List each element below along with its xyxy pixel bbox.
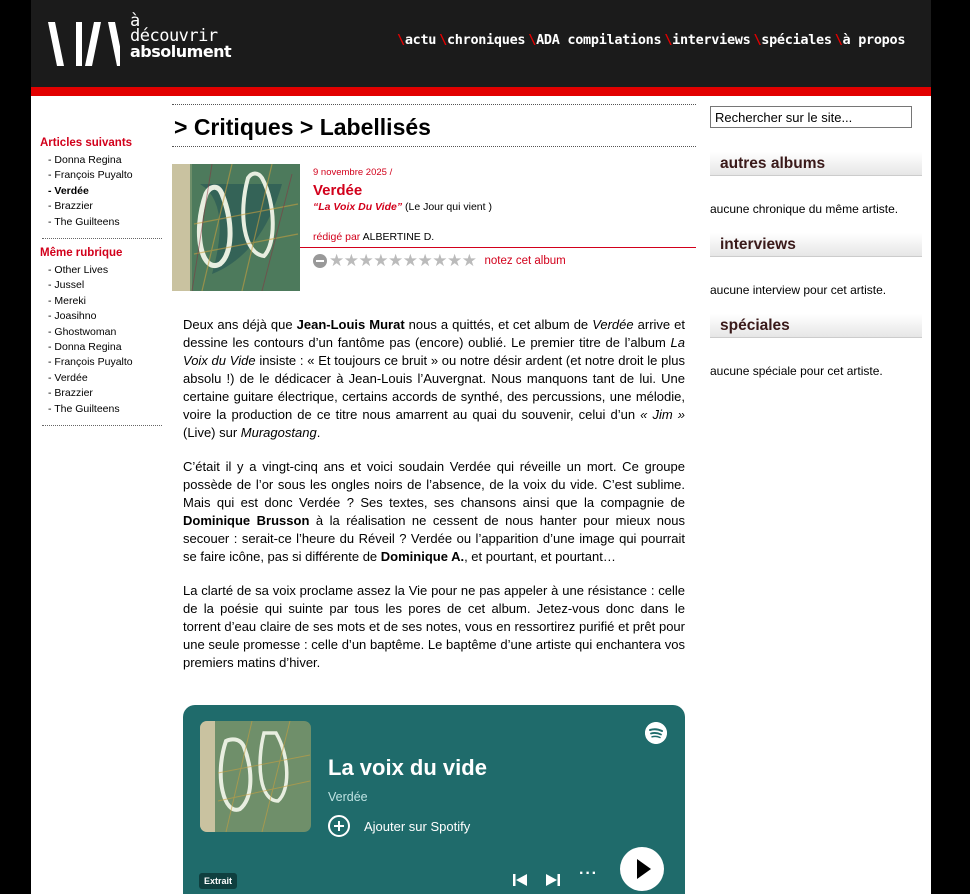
author-name[interactable]: ALBERTINE D. <box>362 231 435 243</box>
logo-line-2: découvrir <box>130 26 218 46</box>
logo-line-1: à <box>130 11 140 31</box>
next-articles-list <box>40 153 164 230</box>
divider <box>42 238 162 239</box>
same-section-item[interactable]: - Verdée <box>48 371 88 384</box>
text-run: (Live) sur <box>183 425 241 440</box>
bold-text: Dominique Brusson <box>183 513 310 528</box>
same-section-item[interactable]: - Donna Regina <box>48 341 122 354</box>
spotify-track-title[interactable]: La voix du vide <box>328 755 487 780</box>
same-section-item[interactable]: - Jussel <box>48 279 85 292</box>
same-section-item[interactable]: - François Puyalto <box>48 356 133 369</box>
next-articles-heading: Articles suivants <box>40 137 133 149</box>
nav-speciales[interactable]: \spéciales <box>753 32 832 48</box>
star-icon[interactable]: ★ <box>432 251 448 270</box>
spotify-artist[interactable]: Verdée <box>328 790 368 804</box>
right-sidebar <box>710 106 922 378</box>
same-section-heading: Même rubrique <box>40 247 123 260</box>
same-section-item[interactable]: - Ghostwoman <box>48 325 117 338</box>
bold-text: Jean-Louis Murat <box>296 317 405 332</box>
nav-interviews[interactable]: \interviews <box>664 32 751 48</box>
breadcrumb-bottom-rule <box>172 146 696 147</box>
author-line <box>313 231 697 243</box>
next-article-item[interactable]: - Donna Regina <box>48 154 122 166</box>
same-section-list <box>40 263 164 417</box>
same-section-item[interactable]: - Mereki <box>48 294 86 307</box>
text-run: Deux ans déjà que <box>183 317 297 332</box>
section-text: aucune chronique du même artiste. <box>710 202 899 216</box>
next-article-item[interactable]: - François Puyalto <box>48 169 133 182</box>
italic-text: Muragostang <box>240 425 317 440</box>
star-icon[interactable]: ★ <box>329 251 345 270</box>
next-track-icon[interactable] <box>545 873 561 887</box>
bold-text: Dominique A. <box>380 549 465 564</box>
clear-rating-icon[interactable] <box>313 254 327 268</box>
star-icon[interactable]: ★ <box>358 251 374 270</box>
breadcrumb: > Critiques > Labellisés <box>174 114 431 140</box>
logo-icon[interactable] <box>48 20 120 68</box>
article-paragraph <box>183 458 685 566</box>
logo-text[interactable] <box>130 11 232 61</box>
header-red-bar <box>31 87 931 96</box>
article-paragraph <box>183 316 685 442</box>
star-icon[interactable]: ★ <box>373 251 389 270</box>
section-text: aucune spéciale pour cet artiste. <box>710 364 883 378</box>
section-header-specials: spéciales <box>710 314 922 338</box>
star-icon[interactable]: ★ <box>388 251 404 270</box>
same-section-item[interactable]: - Joasihno <box>48 310 97 323</box>
text-run: . <box>316 425 321 440</box>
text-run: insiste : « Et toujours ce bruit » ou notre désir ardent (et notre droit le plus absolu !) de le dédicacer à Jean-Louis l’Auvergnat. Nous manquons tant de lui. Une certaine guitare électrique, certains accords de synthé, des percussions, une mélodie, voire la production de ce titre nous amarrent au quai du souvenir, celui d’un <box>183 353 685 422</box>
nav-a-propos[interactable]: \à propos <box>834 32 906 48</box>
text-run: La clarté de sa voix proclame assez la Vie pour ne pas appeler à une résistance : celle de la poésie qui suinte par tous les pores de cet album. Jetez-vous donc dans le torrent d’eau claire de ses mots et de ses notes, vous en ressortirez purifié et prêt pour une seule promesse : celle d’un baptême. Le baptême d’une artiste qui enchantera vos premiers matins d’hiver. <box>183 583 685 670</box>
site-header <box>31 0 931 87</box>
article-body <box>183 316 685 688</box>
divider <box>42 425 162 426</box>
text-run: C’était il y a vingt-cinq ans et voici soudain Verdée qui réveille un mort. Ce groupe possède de l’or sous les ongles noirs de l’absence, de la voix du vide. C’est sublime. Mais qui est donc Verdée ? Ses textes, ses chansons ainsi que la compagnie de <box>183 459 685 510</box>
more-options-icon[interactable]: ··· <box>579 865 598 882</box>
star-icon[interactable]: ★ <box>402 251 418 270</box>
meta-divider <box>300 247 696 248</box>
italic-text: « Jim » <box>640 407 686 422</box>
rate-album-label[interactable]: notez cet album <box>484 255 566 267</box>
left-sidebar <box>40 137 164 434</box>
review-date: 9 novembre 2025 / <box>313 167 393 178</box>
text-run: arrive et dessine les contours d’un fantôme pas (encore) oublié. Le premier titre de l’album <box>183 317 686 350</box>
preview-badge: Extrait <box>199 873 237 889</box>
section-header-other-albums: autres albums <box>710 152 922 176</box>
text-run: à la réalisation ne cessent de nous hanter pour mieux nous secouer : serait-ce l’heure du Réveil ? Verdée ou l’apparition d’une image qui pourrait se faire icône, pas si différente de <box>183 513 685 564</box>
section-text: aucune interview pour cet artiste. <box>710 283 887 297</box>
author-label: rédigé par <box>313 231 361 243</box>
spotify-album-cover[interactable] <box>200 721 311 832</box>
star-icon[interactable]: ★ <box>461 251 477 270</box>
main-nav <box>397 32 908 48</box>
article-paragraph <box>183 582 685 672</box>
record-label[interactable]: (Le Jour qui vient ) <box>405 201 492 213</box>
plus-circle-icon <box>328 815 350 837</box>
next-article-item[interactable]: - Brazzier <box>48 200 93 213</box>
artist-name[interactable]: Verdée <box>313 182 363 199</box>
album-title: “La Voix Du Vide” <box>313 201 403 213</box>
play-button[interactable] <box>620 847 664 891</box>
same-section-item[interactable]: - Other Lives <box>48 264 109 277</box>
star-icon[interactable]: ★ <box>447 251 463 270</box>
nav-actu[interactable]: \actu <box>397 32 437 48</box>
album-meta <box>313 167 697 243</box>
text-run: nous a quittés, et cet album de <box>404 317 593 332</box>
same-section-item[interactable]: - Brazzier <box>48 387 93 400</box>
nav-chroniques[interactable]: \chroniques <box>439 32 526 48</box>
main-content <box>172 104 696 886</box>
text-run: , et pourtant, et pourtant… <box>464 549 616 564</box>
star-icon[interactable]: ★ <box>417 251 433 270</box>
logo-line-3: absolument <box>130 42 232 61</box>
search-input[interactable] <box>710 106 912 128</box>
album-cover <box>172 164 300 291</box>
same-section-item[interactable]: - The Guilteens <box>48 402 120 415</box>
star-icon[interactable]: ★ <box>343 251 359 270</box>
spotify-logo-icon[interactable] <box>645 722 667 744</box>
spotify-add-button[interactable] <box>328 815 470 837</box>
spotify-embed <box>183 705 685 894</box>
nav-ada-compilations[interactable]: \ADA compilations <box>528 32 662 48</box>
previous-track-icon[interactable] <box>512 873 528 887</box>
italic-text: Verdée <box>592 317 634 332</box>
album-title-line <box>313 201 697 213</box>
next-article-item-current: - Verdée <box>48 184 89 197</box>
spotify-add-label: Ajouter sur Spotify <box>364 818 471 834</box>
next-article-item[interactable]: - The Guilteens <box>48 215 120 228</box>
italic-text: La Voix du Vide <box>183 335 685 368</box>
section-header-interviews: interviews <box>710 233 922 257</box>
page <box>31 0 931 894</box>
rating-widget <box>313 251 566 270</box>
